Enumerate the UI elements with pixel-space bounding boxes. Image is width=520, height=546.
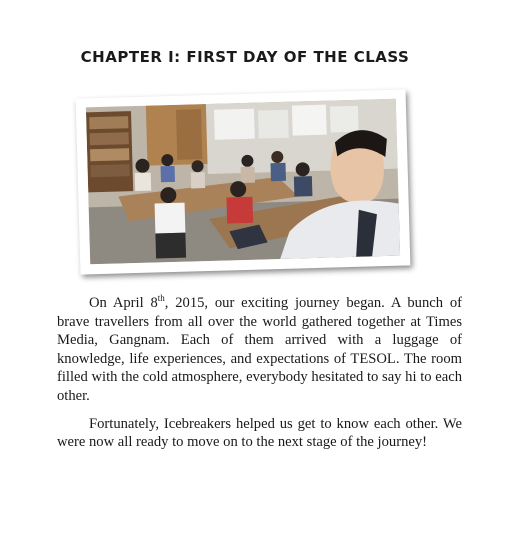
paragraph-2: Fortunately, Icebreakers helped us get to know each other. We were now all ready to move on to the next stage of the journey!	[57, 415, 462, 451]
classroom-photo-frame	[76, 89, 411, 274]
classroom-photo	[86, 99, 400, 265]
chapter-title: CHAPTER I: FIRST DAY OF THE CLASS	[80, 48, 410, 66]
paragraph-1-start: On April 8	[89, 295, 158, 311]
chapter-body	[57, 294, 462, 461]
paragraph-1-rest: , 2015, our exciting journey began. A bunch of brave travellers from all over the world gathered together at Times Media, Gangnam. Each of them arrived with a luggage of knowledge, life experiences, and expectations of TESOL. The room filled with the cold atmosphere, everybody hesitated to say hi to each other.	[57, 295, 462, 404]
ordinal-suffix: th	[157, 293, 165, 304]
paragraph-1	[57, 294, 462, 406]
